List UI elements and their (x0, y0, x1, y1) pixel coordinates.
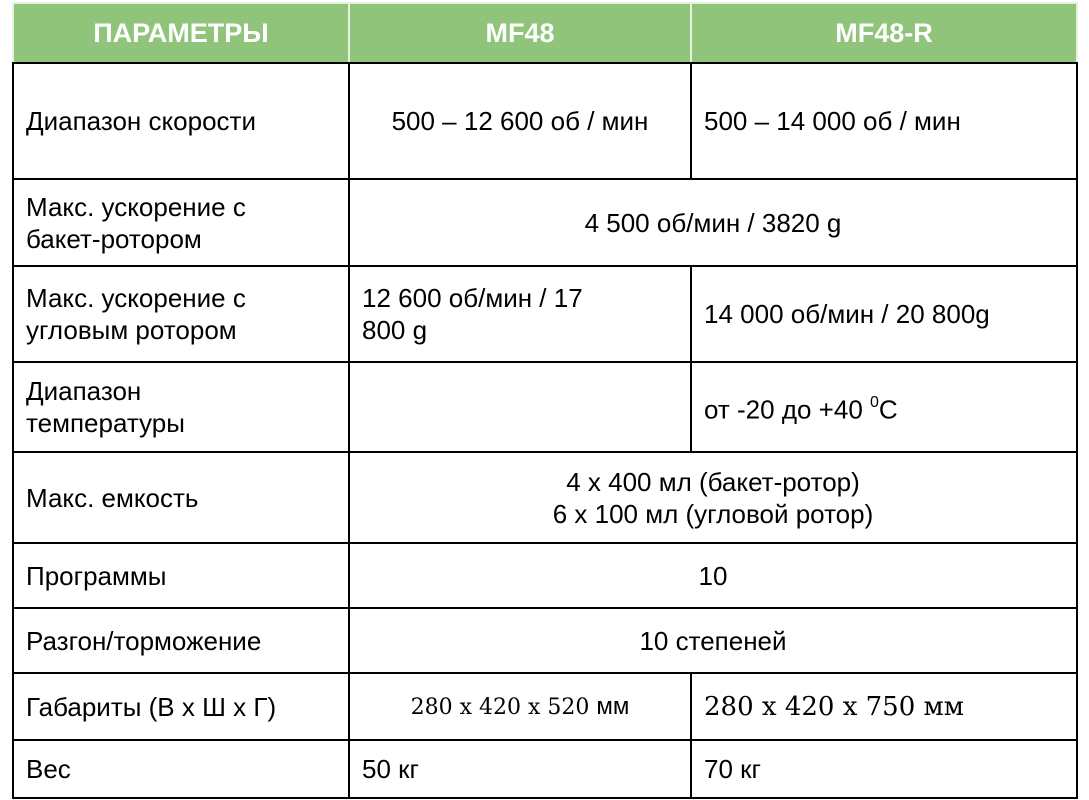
value-accel-brake: 10 степеней (349, 608, 1077, 673)
value-angle-accel-mf48r: 14 000 об/мин / 20 800g (691, 266, 1077, 362)
value-capacity (349, 452, 1077, 543)
label-speed-range: Диапазон скорости (13, 63, 349, 179)
header-mf48: MF48 (349, 3, 691, 63)
label-angle-accel-line1: Макс. ускорение с (26, 283, 246, 313)
row-speed-range (13, 63, 1077, 179)
row-capacity (13, 452, 1077, 543)
value-temperature-mf48r (691, 362, 1077, 452)
label-temperature (13, 362, 349, 452)
label-dimensions: Габариты (В х Ш х Г) (13, 673, 349, 740)
row-weight (13, 740, 1077, 798)
row-temperature (13, 362, 1077, 452)
temperature-range-text: от -20 до +40 (704, 394, 871, 425)
label-programs: Программы (13, 543, 349, 608)
value-weight-mf48r: 70 кг (691, 740, 1077, 798)
row-programs (13, 543, 1077, 608)
value-bucket-accel: 4 500 об/мин / 3820 g (349, 179, 1077, 266)
value-speed-mf48r: 500 – 14 000 об / мин (691, 63, 1077, 179)
header-mf48r: MF48-R (691, 3, 1077, 63)
label-weight: Вес (13, 740, 349, 798)
table-header-row (13, 3, 1077, 63)
label-angle-accel-line2: угловым ротором (26, 315, 237, 345)
value-capacity-line1: 4 x 400 мл (бакет-ротор) (566, 466, 860, 497)
value-dimensions-mf48 (349, 673, 691, 740)
value-temperature-mf48 (349, 362, 691, 452)
label-bucket-accel-line2: бакет-ротором (26, 223, 202, 254)
header-parameters: ПАРАМЕТРЫ (13, 3, 349, 63)
value-speed-mf48: 500 – 12 600 об / мин (349, 63, 691, 179)
row-accel-brake (13, 608, 1077, 673)
degree-superscript: 0 (870, 393, 879, 411)
label-bucket-accel-line1: Макс. ускорение с (26, 191, 246, 222)
value-programs: 10 (349, 543, 1077, 608)
row-angle-accel (13, 266, 1077, 362)
value-dimensions-mf48r: 280 x 420 x 750 мм (691, 673, 1077, 740)
label-temperature-line1: Диапазон (26, 376, 142, 406)
label-capacity: Макс. емкость (13, 452, 349, 543)
label-temperature-line2: температуры (26, 408, 185, 438)
value-angle-accel-mf48 (349, 266, 691, 362)
specifications-table (12, 2, 1078, 799)
temperature-unit: С (878, 394, 898, 425)
label-bucket-accel (13, 179, 349, 266)
value-angle-accel-mf48-line2: 800 g (362, 315, 428, 345)
label-accel-brake: Разгон/торможение (13, 608, 349, 673)
value-capacity-line2: 6 х 100 мл (угловой ротор) (552, 498, 874, 529)
row-bucket-accel (13, 179, 1077, 266)
label-angle-accel (13, 266, 349, 362)
value-weight-mf48: 50 кг (349, 740, 691, 798)
row-dimensions (13, 673, 1077, 740)
dimensions-mf48-unit: мм (596, 693, 630, 720)
dimensions-mf48-numbers: 280 x 420 x 520 (410, 695, 597, 720)
value-angle-accel-mf48-line1: 12 600 об/мин / 17 (362, 283, 583, 313)
